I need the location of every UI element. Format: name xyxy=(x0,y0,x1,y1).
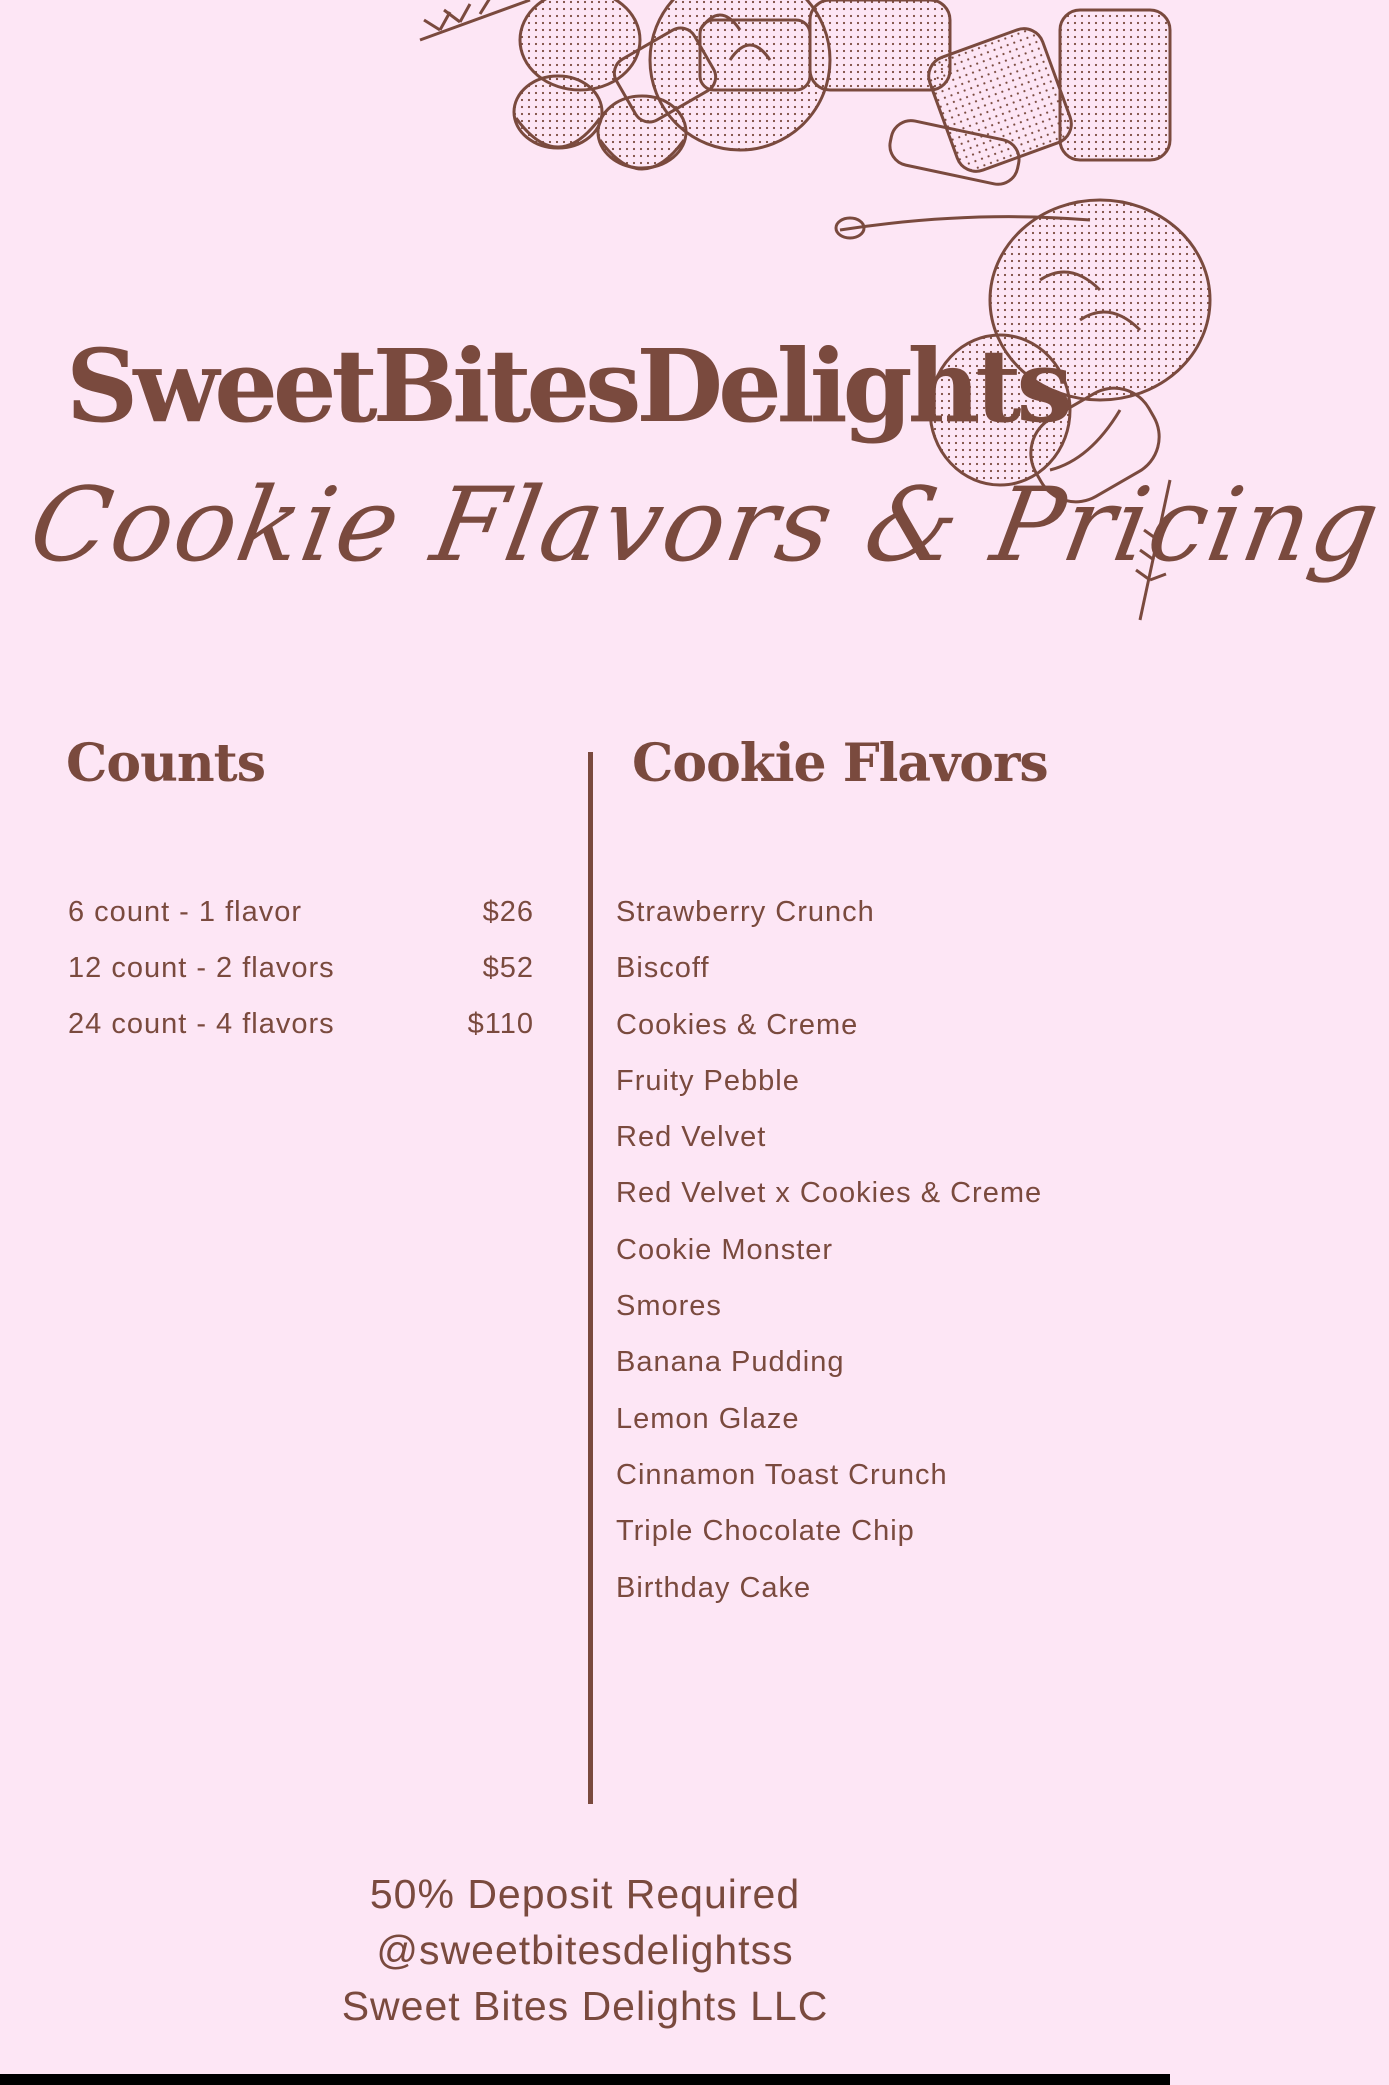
footer xyxy=(0,1866,1170,2034)
flavor-item: Smores xyxy=(616,1290,722,1323)
count-row xyxy=(68,940,534,996)
counts-heading: Counts xyxy=(66,733,265,794)
count-label: 24 count - 4 flavors xyxy=(68,1008,335,1040)
flavor-item: Lemon Glaze xyxy=(616,1402,800,1435)
count-row xyxy=(68,996,534,1052)
count-price: $26 xyxy=(482,896,534,928)
page-title: Cookie Flavors & Pricing xyxy=(21,466,1389,585)
flavor-item: Cinnamon Toast Crunch xyxy=(616,1458,948,1491)
count-price: $52 xyxy=(482,952,534,984)
bottom-bar xyxy=(0,2074,1170,2085)
count-row xyxy=(68,884,534,940)
social-handle[interactable]: @sweetbitesdelightss xyxy=(376,1927,794,1973)
flavor-item: Birthday Cake xyxy=(616,1571,812,1604)
flavor-item: Cookie Monster xyxy=(616,1233,834,1266)
flavor-item: Strawberry Crunch xyxy=(616,896,875,928)
company-name: Sweet Bites Delights LLC xyxy=(341,1983,829,2029)
flavor-item: Banana Pudding xyxy=(616,1346,845,1379)
flavor-item: Red Velvet xyxy=(616,1121,767,1154)
deposit-notice: 50% Deposit Required xyxy=(369,1871,801,1917)
flavor-item: Cookies & Creme xyxy=(616,1008,859,1041)
column-divider xyxy=(588,752,593,1804)
flavor-item: Fruity Pebble xyxy=(616,1064,800,1097)
flavor-item: Biscoff xyxy=(616,952,710,985)
flavor-item: Red Velvet x Cookies & Creme xyxy=(616,1177,1043,1210)
count-price: $110 xyxy=(467,1008,534,1040)
counts-list xyxy=(68,884,534,1052)
flavor-list xyxy=(616,884,1156,1616)
count-label: 6 count - 1 flavor xyxy=(68,896,302,928)
brand-name: SweetBitesDelights xyxy=(66,327,1068,445)
flavor-item: Triple Chocolate Chip xyxy=(616,1515,915,1548)
count-label: 12 count - 2 flavors xyxy=(68,952,335,984)
flavors-heading: Cookie Flavors xyxy=(632,733,1048,794)
